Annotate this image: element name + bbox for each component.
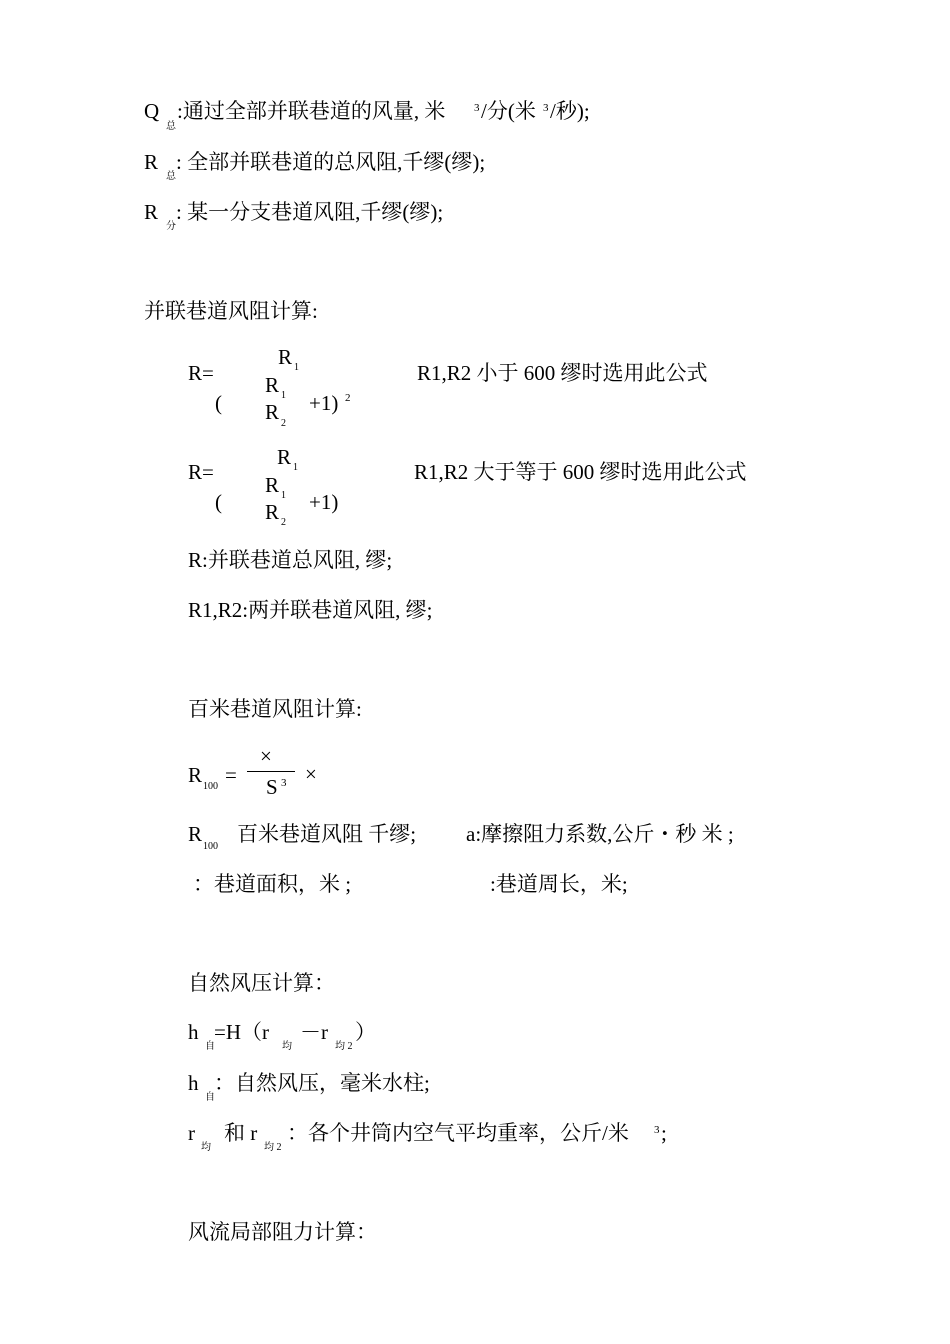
- definition-a: a:摩擦阻力系数,公斤・秒 米 ;: [466, 822, 734, 846]
- subscript-jun: 均: [201, 1142, 211, 1153]
- formula-lhs-sub: 100: [203, 781, 218, 792]
- definition-text: ：自然风压，毫米水柱;: [214, 1071, 430, 1095]
- formula-minus: －r: [300, 1020, 328, 1044]
- power: 2: [345, 392, 351, 404]
- numerator-times: ×: [260, 744, 272, 768]
- symbol-r: R: [144, 150, 159, 174]
- definition-r1-r2: R1,R2:两并联巷道风阻, 缪;: [188, 598, 433, 622]
- ratio-bottom-sub: 2: [281, 517, 286, 528]
- subscript-jun: 均: [282, 1041, 292, 1052]
- definition-s: ：巷道面积，米 ;: [193, 872, 352, 896]
- section-heading-hundred: 百米巷道风阻计算:: [188, 697, 362, 721]
- and-r: 和 r: [224, 1121, 258, 1145]
- ratio-bottom-sub: 2: [281, 418, 286, 429]
- subscript-branch: 分: [166, 221, 176, 232]
- superscript: 3: [474, 102, 480, 114]
- subscript-total: 总: [166, 171, 176, 182]
- definition-text-end: /秒);: [550, 99, 590, 123]
- subscript-jun2: 均 2: [335, 1041, 353, 1052]
- numerator-r: R: [278, 345, 293, 369]
- numerator-sub: 1: [293, 462, 298, 473]
- definition-text: :通过全部并联巷道的风量, 米: [177, 99, 446, 123]
- subscript-total: 总: [166, 121, 176, 132]
- superscript: 3: [543, 102, 549, 114]
- definition-text: : 全部并联巷道的总风阻,千缪(缪);: [176, 150, 486, 174]
- section-heading-parallel: 并联巷道风阻计算:: [144, 299, 318, 323]
- times-operator: ×: [305, 762, 317, 786]
- definition-r-parallel: R:并联巷道总风阻, 缪;: [188, 548, 393, 572]
- ratio-top-r: R: [265, 373, 280, 397]
- definition-end: ;: [661, 1121, 667, 1145]
- denominator-s: S: [266, 775, 278, 799]
- symbol-h: h: [188, 1071, 199, 1095]
- section-heading-local: 风流局部阻力计算：: [188, 1220, 377, 1244]
- ratio-bottom-r: R: [265, 500, 280, 524]
- ratio-top-sup: 1: [281, 390, 286, 401]
- symbol-h: h: [188, 1020, 199, 1044]
- definition-text: ：各个井筒内空气平均重率，公斤/米: [287, 1121, 629, 1145]
- definition-u: :巷道周长，米;: [490, 872, 628, 896]
- ratio-top-sup: 1: [281, 490, 286, 501]
- symbol-r: R: [188, 822, 203, 846]
- fraction-line: [247, 771, 295, 772]
- numerator-r: R: [277, 445, 292, 469]
- paren-open: (: [215, 490, 222, 514]
- formula-close: ）: [355, 1020, 376, 1044]
- symbol-q: Q: [144, 99, 160, 123]
- formula-lhs: R=: [188, 460, 214, 484]
- denominator-exp: 3: [281, 777, 287, 789]
- symbol-r: R: [144, 200, 159, 224]
- symbol-r: r: [188, 1121, 195, 1145]
- superscript: 3: [654, 1124, 660, 1136]
- definition-text: 百米巷道风阻 千缪;: [237, 822, 417, 846]
- definition-text: : 某一分支巷道风阻,千缪(缪);: [176, 200, 444, 224]
- paren-open: (: [215, 391, 222, 415]
- formula-eq: =: [225, 763, 237, 787]
- subscript-zi: 自: [205, 1092, 215, 1103]
- formula-lhs-r: R: [188, 763, 203, 787]
- plus-one: +1): [309, 391, 339, 415]
- section-heading-natural: 自然风压计算：: [188, 971, 335, 995]
- subscript-jun2: 均 2: [264, 1142, 282, 1153]
- formula-lhs: R=: [188, 361, 214, 385]
- numerator-sub: 1: [294, 362, 299, 373]
- subscript-100: 100: [203, 841, 218, 852]
- definition-text-mid: /分(米: [481, 99, 536, 123]
- formula-note: R1,R2 小于 600 缪时选用此公式: [417, 361, 708, 385]
- formula-note: R1,R2 大于等于 600 缪时选用此公式: [414, 460, 747, 484]
- formula-body: =H（r: [214, 1020, 270, 1044]
- ratio-bottom-r: R: [265, 400, 280, 424]
- plus-one: +1): [309, 490, 339, 514]
- ratio-top-r: R: [265, 473, 280, 497]
- subscript-zi: 自: [205, 1041, 215, 1052]
